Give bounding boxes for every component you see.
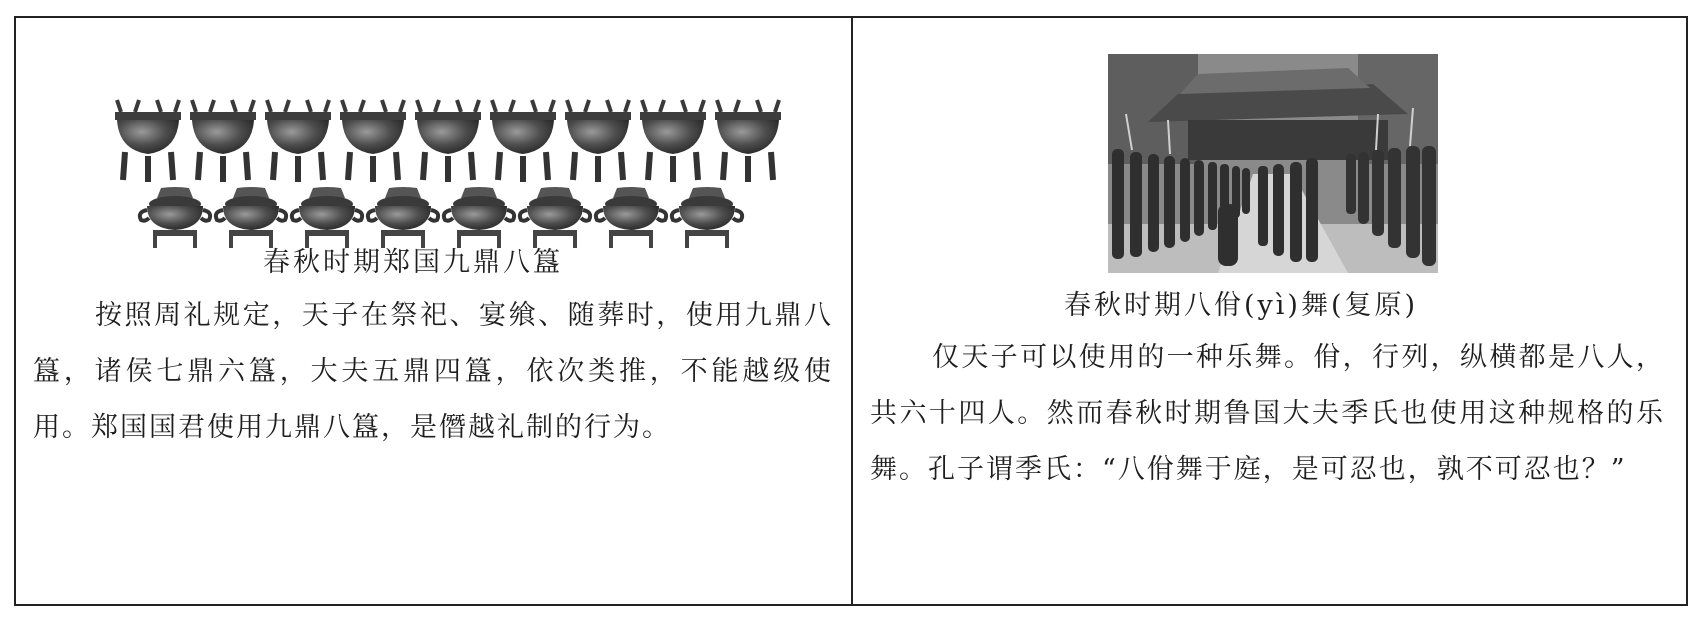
ding-vessel [115,100,181,182]
gui-vessel [216,187,286,248]
right-body-text: 仅天子可以使用的一种乐舞。佾，行列，纵横都是八人，共六十四人。然而春秋时期鲁国大夫季氏也使用这种规格的乐舞。孔子谓季氏：“八佾舞于庭，是可忍也，孰不可忍也？” [870,342,1665,485]
ding-vessel [640,100,706,182]
gui-vessel [140,187,210,248]
gui-vessel [444,187,514,248]
ding-vessel [340,100,406,182]
gui-vessel [520,187,590,248]
ding-vessel [490,100,556,182]
left-panel [16,18,851,604]
gui-vessel [596,187,666,248]
left-body-text: 按照周礼规定，天子在祭祀、宴飨、随葬时，使用九鼎八簋，诸侯七鼎六簋，大夫五鼎四簋，依次类推，不能越级使用。郑国国君使用九鼎八簋，是僭越礼制的行为。 [33,300,833,443]
ding-vessel [715,100,781,182]
bronze-vessels-image [111,98,791,248]
right-image-caption: 春秋时期八佾(yì)舞(复原) [1064,290,1419,321]
gui-vessel [292,187,362,248]
eight-rows-dance-photo [1108,54,1438,273]
gui-vessel [672,187,742,248]
ding-vessel [190,100,256,182]
ding-vessel [265,100,331,182]
gui-vessel [368,187,438,248]
ding-vessel [565,100,631,182]
ding-vessel [415,100,481,182]
right-panel [853,18,1686,604]
left-image-caption: 春秋时期郑国九鼎八簋 [263,247,563,278]
